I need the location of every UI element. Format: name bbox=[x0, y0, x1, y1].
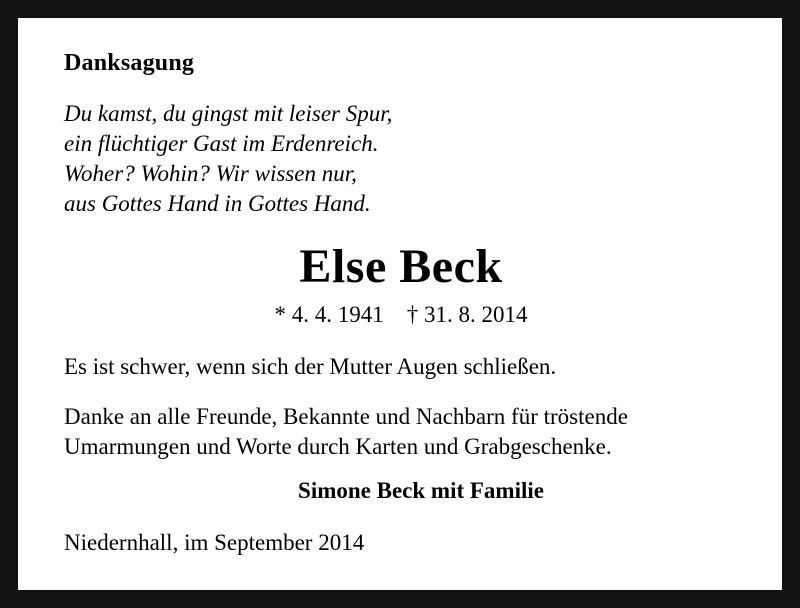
place-and-date: Niedernhall, im September 2014 bbox=[64, 530, 365, 556]
poem-line: aus Gottes Hand in Gottes Hand. bbox=[64, 190, 371, 216]
poem-block bbox=[64, 99, 756, 219]
poem-line: Du kamst, du gingst mit leiser Spur, bbox=[64, 101, 393, 126]
notice-heading: Danksagung bbox=[64, 50, 195, 76]
family-signature: Simone Beck mit Familie bbox=[298, 478, 544, 504]
deceased-name: Else Beck bbox=[299, 239, 503, 293]
memorial-sentence: Es ist schwer, wenn sich der Mutter Augen schließen. bbox=[64, 353, 557, 379]
obituary-content bbox=[46, 36, 756, 580]
thanks-paragraph: Danke an alle Freunde, Bekannte und Nachbarn für tröstende Umarmungen und Worte durch Karten und Grabgeschenke. bbox=[64, 403, 628, 459]
obituary-card bbox=[18, 18, 782, 590]
poem-line: Woher? Wohin? Wir wissen nur, bbox=[64, 160, 357, 186]
poem-line: ein flüchtiger Gast im Erdenreich. bbox=[64, 130, 379, 156]
birth-death-dates: * 4. 4. 1941 † 31. 8. 2014 bbox=[274, 301, 528, 327]
